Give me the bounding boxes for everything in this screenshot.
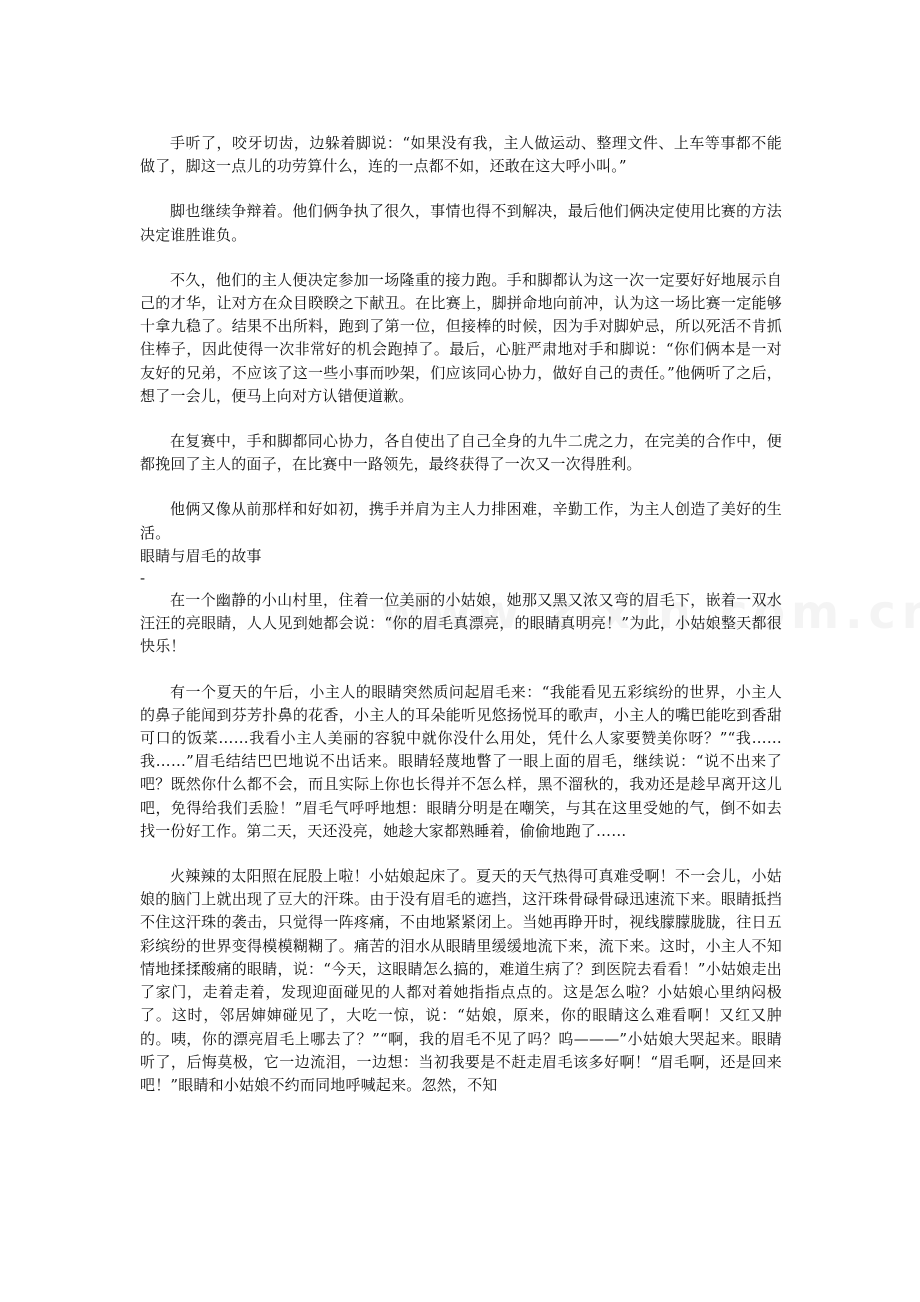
paragraph: 不久，他们的主人便决定参加一场隆重的接力跑。手和脚都认为这一次一定要好好地展示自己的才华，让对方在众目睽睽之下献丑。在比赛上，脚拼命地向前冲，认为这一场比赛一定能够十拿九稳了。结果不出所料，跑到了第一位，但接棒的时候，因为手对脚妒忌，所以死活不肯抓住棒子，因此使得一次非常好的机会跑掉了。最后，心脏严肃地对手和脚说：“你们俩本是一对友好的兄弟，不应该了这一些小事而吵架，们应该同心协力，做好自己的责任。”他俩听了之后，想了一会儿，便马上向对方认错便道歉。	[140, 270, 782, 405]
paragraph: 他俩又像从前那样和好如初，携手并肩为主人力排困难，辛勤工作，为主人创造了美好的生活。	[140, 500, 782, 542]
paragraph: 在复赛中，手和脚都同心协力，各自使出了自己全身的九牛二虎之力，在完美的合作中，便都挽回了主人的面子，在比赛中一路领先，最终获得了一次又一次得胜利。	[140, 432, 782, 474]
paragraph: 手听了，咬牙切齿，边躲着脚说：“如果没有我，主人做运动、整理文件、上车等事都不能做了，脚这一点儿的功劳算什么，连的一点都不如，还敢在这大呼小叫。”	[140, 134, 782, 176]
paragraph: 火辣辣的太阳照在屁股上啦！小姑娘起床了。夏天的天气热得可真难受啊！不一会儿，小姑娘的脑门上就出现了豆大的汗珠。由于没有眉毛的遮挡，这汗珠骨碌骨碌迅速流下来。眼睛抵挡不住这汗珠的袭击，只觉得一阵疼痛，不由地紧紧闭上。当她再睁开时，视线朦朦胧胧，往日五彩缤纷的世界变得模模糊糊了。痛苦的泪水从眼睛里缓缓地流下来，流下来。这时，小主人不知情地揉揉酸痛的眼睛，说：“今天，这眼睛怎么搞的，难道生病了？到医院去看看！”小姑娘走出了家门，走着走着，发现迎面碰见的人都对着她指指点点的。这是怎么啦？小姑娘心里纳闷极了。这时，邻居婶婶碰见了，大吃一惊，说：“姑娘，原来，你的眼睛这么难看啊！又红又肿的。咦，你的漂亮眉毛上哪去了？”“啊，我的眉毛不见了吗？呜———”小姑娘大哭起来。眼睛听了，后悔莫极，它一边流泪，一边想：当初我要是不赶走眉毛该多好啊！“眉毛啊，还是回来吧！”眼睛和小姑娘不约而同地呼喊起来。忽然，不知	[140, 867, 782, 1094]
story-title: 眼睛与眉毛的故事	[140, 546, 262, 565]
paragraph: 脚也继续争辩着。他们俩争执了很久，事情也得不到解决，最后他们俩决定使用比赛的方法决定谁胜谁负。	[140, 202, 782, 244]
paragraph: 有一个夏天的午后，小主人的眼睛突然质问起眉毛来：“我能看见五彩缤纷的世界，小主人的鼻子能闻到芬芳扑鼻的花香，小主人的耳朵能听见悠扬悦耳的歌声，小主人的嘴巴能吃到香甜可口的饭菜……我看小主人美丽的容貌中就你没什么用处，凭什么人家要赞美你呀？”“我……我……”眉毛结结巴巴地说不出话来。眼睛轻蔑地瞥了一眼上面的眉毛，继续说：“说不出来了吧？既然你什么都不会，而且实际上你也长得并不怎么样，黑不溜秋的，我劝还是趁早离开这儿吧，免得给我们丢脸！”眉毛气呼呼地想：眼睛分明是在嘲笑，与其在这里受她的气，倒不如去找一份好工作。第二天，天还没亮，她趁大家都熟睡着，偷偷地跑了……	[140, 682, 782, 840]
separator-dash: -	[140, 569, 146, 588]
document-body	[140, 132, 782, 1097]
paragraph: 在一个幽静的小山村里，住着一位美丽的小姑娘，她那又黑又浓又弯的眉毛下，嵌着一双水汪汪的亮眼睛，人人见到她都会说：“你的眉毛真漂亮，的眼睛真明亮！”为此，小姑娘整天都很快乐！	[140, 591, 782, 656]
